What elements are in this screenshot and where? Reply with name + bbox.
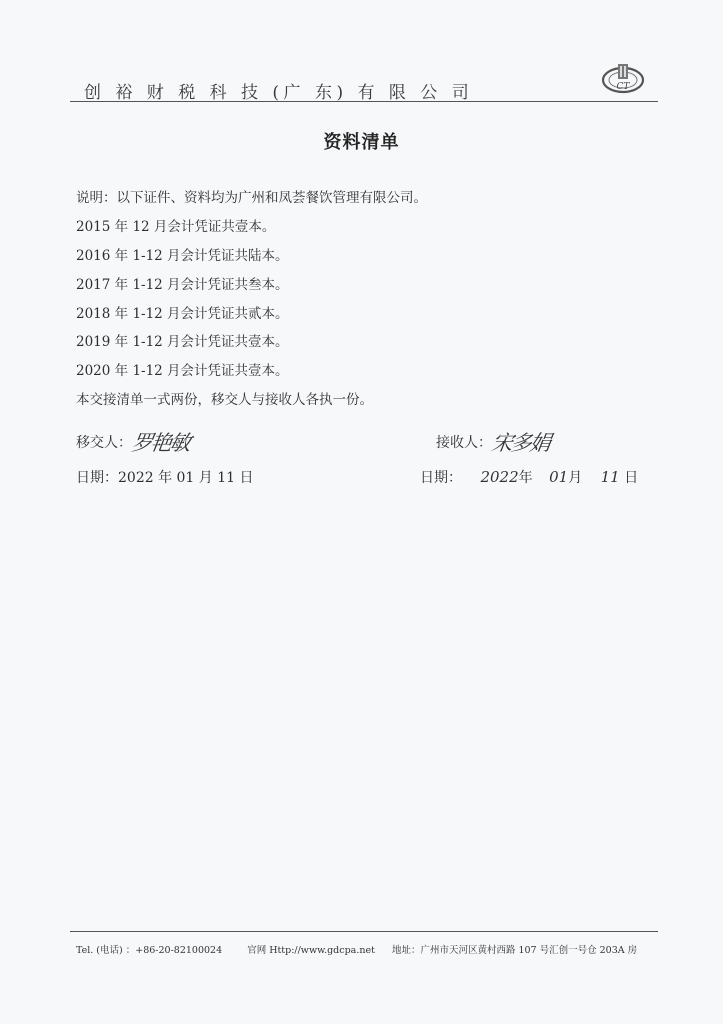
footer-divider: [70, 931, 658, 932]
transferor-signature-line: [76, 427, 189, 457]
document-title: 资料清单: [323, 132, 400, 153]
footer-tel: Tel. (电话) ：+86-20-82100024: [76, 945, 223, 956]
receiver-date-year: 2022: [480, 468, 519, 486]
footer-address: 地址：广州市天河区黄村西路 107 号汇创一号仓 203A 房: [391, 945, 638, 956]
receiver-label: 接收人：: [436, 435, 492, 451]
svg-text:CT: CT: [616, 82, 630, 92]
receiver-date-day-unit: 日: [624, 470, 639, 486]
body-line: 2020 年 1-12 月会计凭证共壹本。: [76, 363, 289, 380]
transferor-signature: 罗艳敏: [130, 431, 191, 455]
transferor-date-value: 2022 年 01 月 11 日: [118, 470, 254, 486]
body-text: [76, 184, 676, 415]
receiver-date-day: 11: [600, 468, 620, 486]
body-line: 2015 年 12 月会计凭证共壹本。: [76, 218, 276, 235]
footer-website: 官网 Http://www.gdcpa.net: [247, 945, 375, 956]
body-line: 本交接清单一式两份，移交人与接收人各执一份。: [76, 392, 373, 409]
receiver-date-year-unit: 年: [518, 470, 533, 486]
receiver-date-month-unit: 月: [568, 470, 583, 486]
body-line: 2016 年 1-12 月会计凭证共陆本。: [76, 247, 289, 264]
transferor-date-line: [76, 467, 254, 487]
body-line: 2017 年 1-12 月会计凭证共叁本。: [76, 276, 289, 293]
receiver-date-line: [420, 467, 638, 487]
receiver-signature: 宋多娟: [490, 431, 551, 455]
transferor-label: 移交人：: [76, 435, 132, 451]
receiver-signature-line: [436, 427, 549, 457]
body-line: 2019 年 1-12 月会计凭证共壹本。: [76, 334, 289, 351]
body-line: 2018 年 1-12 月会计凭证共贰本。: [76, 305, 289, 322]
footer: [76, 942, 676, 956]
company-logo-icon: [600, 60, 646, 98]
body-line: 说明：以下证件、资料均为广州和凤荟餐饮管理有限公司。: [76, 190, 427, 206]
header-divider: [70, 101, 658, 102]
receiver-date-month: 01: [549, 468, 569, 486]
receiver-date-label: 日期：: [420, 470, 462, 486]
transferor-date-label: 日期：: [76, 470, 118, 486]
company-letterhead: 创 裕 财 税 科 技 (广 东) 有 限 公 司: [84, 83, 474, 103]
